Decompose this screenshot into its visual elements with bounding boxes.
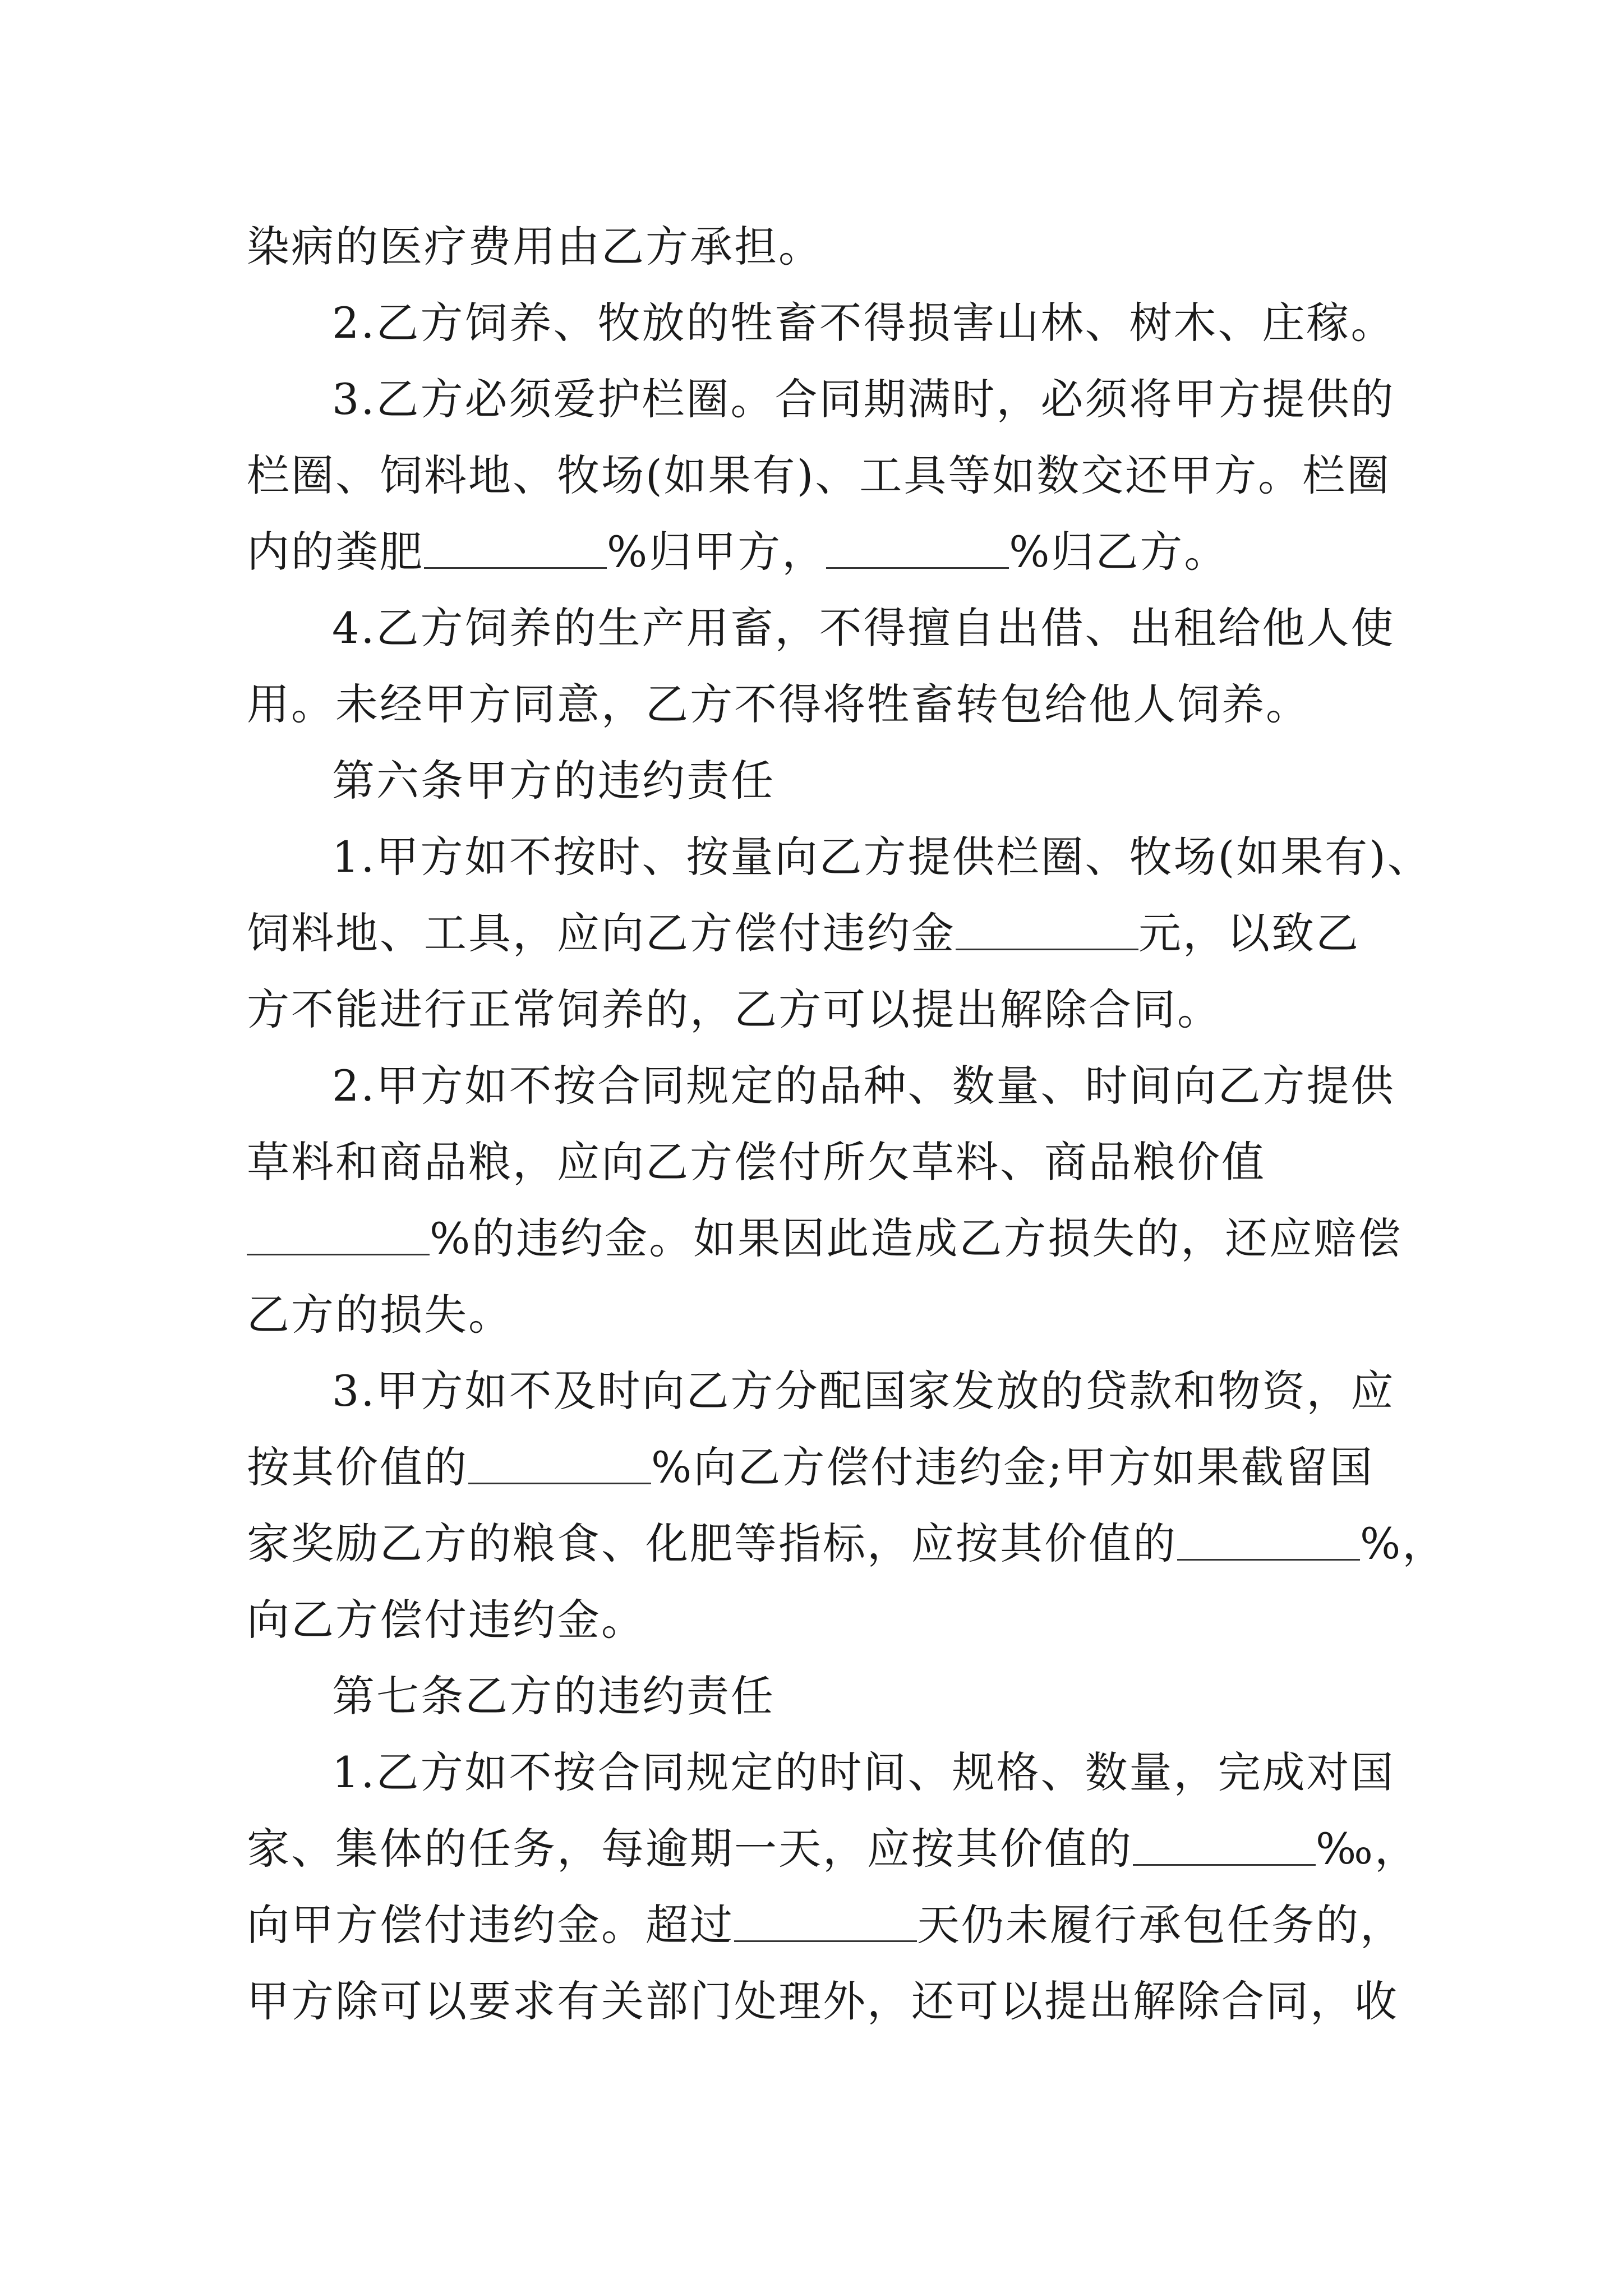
fill-in-blank[interactable] [1177, 1524, 1360, 1561]
paragraph-line: 方不能进行正常饲养的，乙方可以提出解除合同。 [247, 984, 1221, 1034]
paragraph-line [247, 1506, 1447, 1582]
paragraph-line [247, 1811, 1427, 1887]
line-text: 天仍未履行承包任务的， [917, 1900, 1404, 1950]
paragraph-line: 1.乙方如不按合同规定的时间、规格、数量，完成对国 [332, 1747, 1395, 1797]
line-text: 按其价值的 [247, 1442, 468, 1492]
fill-in-blank[interactable] [468, 1448, 651, 1484]
line-text: 家、集体的任务，每逾期一天，应按其价值的 [247, 1824, 1133, 1874]
line-text: %的违约金。如果因此造成乙方损失的，还应赔偿 [430, 1213, 1403, 1263]
paragraph-line: 3.乙方必须爱护栏圈。合同期满时，必须将甲方提供的 [332, 374, 1395, 424]
paragraph-line [247, 1429, 1427, 1506]
paragraph-line: 甲方除可以要求有关部门处理外，还可以提出解除合同，收 [247, 1976, 1399, 2026]
paragraph-line: 1.甲方如不按时、按量向乙方提供栏圈、牧场(如果有)、 [332, 832, 1432, 882]
line-text: 家奖励乙方的粮食、化肥等指标，应按其价值的 [247, 1519, 1177, 1568]
paragraph-line [247, 514, 1427, 590]
paragraph-line: 草料和商品粮，应向乙方偿付所欠草料、商品粮价值 [247, 1137, 1266, 1187]
section-heading: 第六条甲方的违约责任 [332, 756, 775, 806]
line-text: 元，以致乙 [1138, 908, 1360, 958]
fill-in-blank[interactable] [734, 1906, 917, 1942]
paragraph-line: 4.乙方饲养的生产用畜，不得擅自出借、出租给他人使 [332, 603, 1395, 653]
fill-in-blank[interactable] [1133, 1829, 1316, 1866]
paragraph-line: 栏圈、饲料地、牧场(如果有)、工具等如数交还甲方。栏圈 [247, 450, 1391, 500]
fill-in-blank[interactable] [424, 532, 607, 569]
line-text: 内的粪肥 [247, 527, 424, 577]
line-text: %向乙方偿付违约金;甲方如果截留国 [651, 1442, 1374, 1492]
paragraph-line: 用。未经甲方同意，乙方不得将牲畜转包给他人饲养。 [247, 679, 1310, 729]
paragraph-line: 3.甲方如不及时向乙方分配国家发放的贷款和物资，应 [332, 1366, 1395, 1416]
line-text: 向甲方偿付违约金。超过 [247, 1900, 734, 1950]
fill-in-blank[interactable] [826, 532, 1009, 569]
line-text: %归甲方， [607, 527, 827, 577]
line-text: 饲料地、工具，应向乙方偿付违约金 [247, 908, 956, 958]
line-text: ‰， [1316, 1824, 1419, 1874]
paragraph-line: 乙方的损失。 [247, 1290, 513, 1340]
line-text: %归乙方。 [1009, 527, 1229, 577]
paragraph-line: 向乙方偿付违约金。 [247, 1595, 645, 1645]
line-text: %， [1360, 1519, 1447, 1568]
paragraph-line [247, 1200, 1427, 1277]
paragraph-line [247, 1887, 1427, 1963]
paragraph-line: 染病的医疗费用由乙方承担。 [247, 222, 823, 272]
fill-in-blank[interactable] [247, 1219, 430, 1255]
paragraph-line: 2.甲方如不按合同规定的品种、数量、时间向乙方提供 [332, 1061, 1395, 1111]
fill-in-blank[interactable] [956, 914, 1138, 950]
paragraph-line: 2.乙方饲养、牧放的牲畜不得损害山林、树木、庄稼。 [332, 298, 1395, 348]
paragraph-line [247, 895, 1427, 972]
section-heading: 第七条乙方的违约责任 [332, 1671, 775, 1721]
document-body [247, 209, 1447, 2040]
